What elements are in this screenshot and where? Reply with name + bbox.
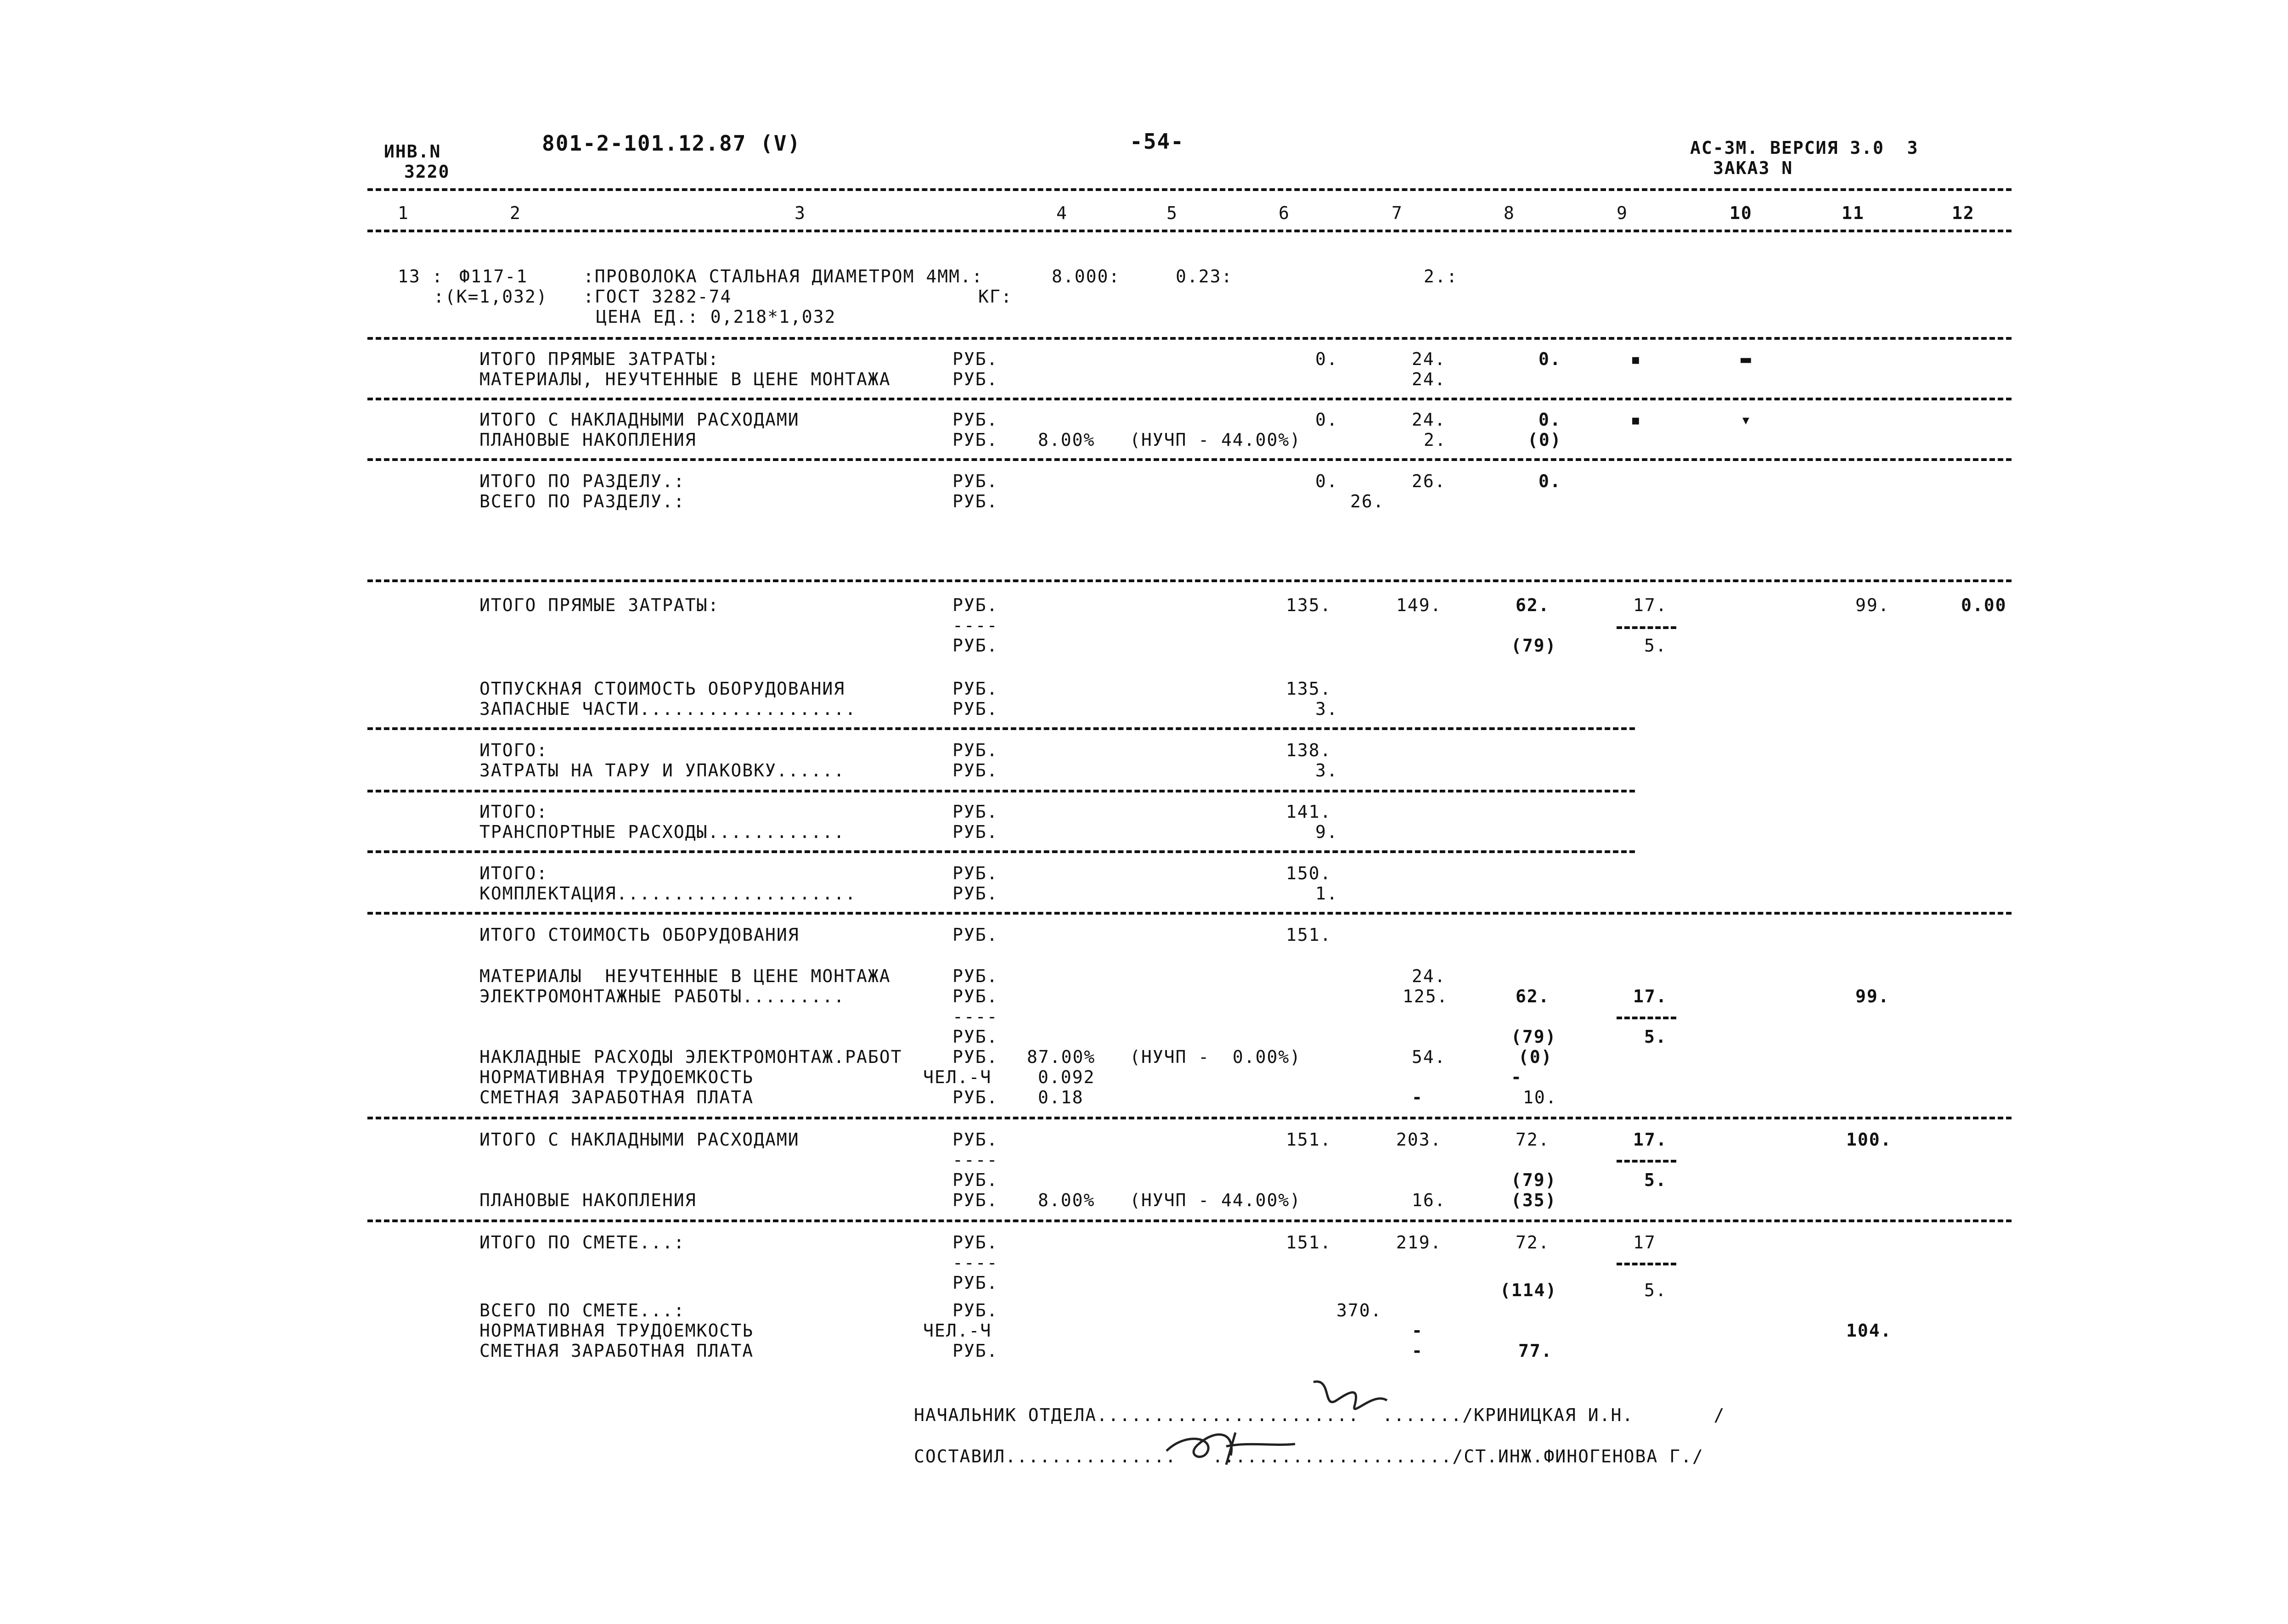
wage2-label: СМЕТНАЯ ЗАРАБОТНАЯ ПЛАТА xyxy=(479,1341,754,1361)
labor-label: НОРМАТИВНАЯ ТРУДОЕМКОСТЬ xyxy=(479,1067,754,1087)
dash-mark: - xyxy=(1511,1067,1522,1087)
release-label: ОТПУСКНАЯ СТОИМОСТЬ ОБОРУДОВАНИЯ xyxy=(479,679,845,699)
planned2-unit: РУБ. xyxy=(952,1190,998,1210)
rule-2 xyxy=(367,398,2012,400)
planned-c8: (0) xyxy=(1527,430,1562,450)
electro-overhead-unit: РУБ. xyxy=(952,1047,998,1067)
estimate-c6: 151. xyxy=(1286,1232,1332,1253)
overhead2-c11: 100. xyxy=(1846,1129,1892,1150)
estimate-c9b: 5. xyxy=(1644,1280,1667,1300)
head-of-dept-name: ......./КРИНИЦКАЯ И.Н. / xyxy=(1382,1405,1725,1425)
materials2-unit: РУБ. xyxy=(952,966,998,986)
section-total-c6: 0. xyxy=(1315,471,1338,491)
item-coefficient: :(К=1,032) xyxy=(434,287,548,307)
equip-total-label: ИТОГО СТОИМОСТЬ ОБОРУДОВАНИЯ xyxy=(479,925,800,945)
col-4: 4 xyxy=(1056,203,1068,223)
spares-c6: 3. xyxy=(1315,699,1338,719)
estimate-subrule xyxy=(1617,1263,1676,1265)
planned2-pct: 8.00% xyxy=(1038,1190,1095,1210)
complect-c6: 1. xyxy=(1315,883,1338,904)
overhead2-c8: 72. xyxy=(1516,1129,1550,1150)
labor-value: 0.092 xyxy=(1038,1067,1095,1087)
dash-mark: - xyxy=(1412,1341,1423,1361)
rule-4 xyxy=(367,579,2012,582)
item-name: :ПРОВОЛОКА СТАЛЬНАЯ ДИАМЕТРОМ 4ММ.: xyxy=(583,266,983,287)
section-total-unit: РУБ. xyxy=(952,471,998,491)
section-total-c8: 0. xyxy=(1538,471,1561,491)
col-8: 8 xyxy=(1504,203,1515,223)
item-code: Ф117-1 xyxy=(459,266,528,287)
page-number: -54- xyxy=(1130,129,1184,154)
planned-note: (НУЧП - 44.00%) xyxy=(1130,430,1302,450)
overhead-c7: 24. xyxy=(1412,410,1446,430)
planned-pct: 8.00% xyxy=(1038,430,1095,450)
direct-costs-unit: РУБ. xyxy=(952,349,998,369)
sub3-c6: 150. xyxy=(1286,863,1332,883)
overhead2-label: ИТОГО С НАКЛАДНЫМИ РАСХОДАМИ xyxy=(479,1129,800,1150)
materials2-c7: 24. xyxy=(1412,966,1446,986)
wage-unit: РУБ. xyxy=(952,1087,998,1107)
planned2-c8: (35) xyxy=(1511,1190,1557,1210)
rule-8 xyxy=(367,912,2012,915)
sub2-c6: 141. xyxy=(1286,802,1332,822)
dash-mark: ▪ xyxy=(1630,349,1642,369)
estimate-all-c6: 370. xyxy=(1336,1300,1382,1321)
item-unit-price: ЦЕНА ЕД.: 0,218*1,032 xyxy=(596,307,836,327)
col-5: 5 xyxy=(1167,203,1178,223)
planned2-label: ПЛАНОВЫЕ НАКОПЛЕНИЯ xyxy=(479,1190,697,1210)
planned-c7: 2. xyxy=(1424,430,1447,450)
header-rule xyxy=(367,188,2012,191)
direct2-c6: 135. xyxy=(1286,595,1332,615)
electro-overhead-pct: 87.00% xyxy=(1027,1047,1096,1067)
rule-9 xyxy=(367,1117,2012,1119)
electro-c9: 17. xyxy=(1633,986,1668,1006)
direct2-c9: 17. xyxy=(1633,595,1668,615)
overhead2-c9b: 5. xyxy=(1644,1170,1667,1190)
dash-mark: ▬ xyxy=(1741,349,1752,369)
pack-label: ЗАТРАТЫ НА ТАРУ И УПАКОВКУ...... xyxy=(479,760,845,781)
author-name: ...................../СТ.ИНЖ.ФИНОГЕНОВА Г./ xyxy=(1212,1446,1704,1467)
dash-mark: ▾ xyxy=(1741,410,1752,430)
electro-c8b: (79) xyxy=(1511,1027,1557,1047)
rule-5 xyxy=(367,727,1635,730)
wage-value: 0.18 xyxy=(1038,1087,1084,1107)
electro-c7: 125. xyxy=(1403,986,1448,1006)
wage2-c8: 77. xyxy=(1518,1341,1553,1361)
electro-subrule xyxy=(1617,1017,1676,1019)
electro-overhead-c8: (0) xyxy=(1518,1047,1553,1067)
planned-unit: РУБ. xyxy=(952,430,998,450)
sub3-label: ИТОГО: xyxy=(479,863,548,883)
rule-3 xyxy=(367,458,2012,461)
direct2-unit: РУБ. xyxy=(952,595,998,615)
labor2-label: НОРМАТИВНАЯ ТРУДОЕМКОСТЬ xyxy=(479,1321,754,1341)
direct2-c8b: (79) xyxy=(1511,635,1557,656)
sub3-unit: РУБ. xyxy=(952,863,998,883)
estimate-unit: РУБ. xyxy=(952,1232,998,1253)
dash-mark: - xyxy=(1412,1321,1423,1341)
order-label: ЗАКАЗ N xyxy=(1713,158,1793,178)
section-all-unit: РУБ. xyxy=(952,491,998,511)
direct-costs-c8: 0. xyxy=(1538,349,1561,369)
col-12: 12 xyxy=(1952,203,1975,223)
planned2-c7: 16. xyxy=(1412,1190,1446,1210)
sub1-label: ИТОГО: xyxy=(479,740,548,760)
head-signature xyxy=(1304,1373,1396,1428)
dash-mark: ▪ xyxy=(1630,410,1642,430)
overhead2-c9: 17. xyxy=(1633,1129,1668,1150)
overhead2-c8b: (79) xyxy=(1511,1170,1557,1190)
labor-unit: ЧЕЛ.-Ч xyxy=(923,1067,992,1087)
direct2-c12: 0.00 xyxy=(1961,595,2007,615)
labor2-c11: 104. xyxy=(1846,1321,1892,1341)
item-standard: :ГОСТ 3282-74 xyxy=(583,287,732,307)
sub2-label: ИТОГО: xyxy=(479,802,548,822)
overhead2-unit-b: РУБ. xyxy=(952,1170,998,1190)
item-quantity: 8.000: xyxy=(1052,266,1121,287)
item-col7: 2.: xyxy=(1424,266,1458,287)
electro-c11: 99. xyxy=(1855,986,1890,1006)
spares-label: ЗАПАСНЫЕ ЧАСТИ................... xyxy=(479,699,857,719)
direct2-c7: 149. xyxy=(1396,595,1442,615)
estimate-label: ИТОГО ПО СМЕТЕ...: xyxy=(479,1232,685,1253)
author-label: СОСТАВИЛ............... xyxy=(914,1446,1177,1467)
col-3: 3 xyxy=(795,203,806,223)
rule-1 xyxy=(367,337,2012,340)
col-6: 6 xyxy=(1279,203,1290,223)
direct-costs-label: ИТОГО ПРЯМЫЕ ЗАТРАТЫ: xyxy=(479,349,720,369)
materials2-label: МАТЕРИАЛЫ НЕУЧТЕННЫЕ В ЦЕНЕ МОНТАЖА xyxy=(479,966,891,986)
direct2-c11: 99. xyxy=(1855,595,1890,615)
electro-unit: РУБ. xyxy=(952,986,998,1006)
materials-unit: РУБ. xyxy=(952,369,998,389)
planned2-note: (НУЧП - 44.00%) xyxy=(1130,1190,1302,1210)
direct2-c8: 62. xyxy=(1516,595,1550,615)
transport-unit: РУБ. xyxy=(952,822,998,842)
item-number: 13 : xyxy=(398,266,444,287)
overhead2-divider: ---- xyxy=(952,1150,998,1170)
wage-c8: 10. xyxy=(1523,1087,1557,1107)
direct-costs-c6: 0. xyxy=(1315,349,1338,369)
wage-label: СМЕТНАЯ ЗАРАБОТНАЯ ПЛАТА xyxy=(479,1087,754,1107)
direct2-c9b: 5. xyxy=(1644,635,1667,656)
direct2-divider: ---- xyxy=(952,615,998,635)
direct2-subrule xyxy=(1617,626,1676,629)
materials-c7: 24. xyxy=(1412,369,1446,389)
direct-costs-c7: 24. xyxy=(1412,349,1446,369)
col-2: 2 xyxy=(510,203,521,223)
section-all-c6: 26. xyxy=(1350,491,1385,511)
estimate-c8: 72. xyxy=(1516,1232,1550,1253)
electro-overhead-note: (НУЧП - 0.00%) xyxy=(1130,1047,1302,1067)
overhead2-subrule xyxy=(1617,1160,1676,1163)
dash-mark: - xyxy=(1412,1087,1423,1107)
estimate-all-label: ВСЕГО ПО СМЕТЕ...: xyxy=(479,1300,685,1321)
estimate-c7: 219. xyxy=(1396,1232,1442,1253)
overhead2-unit: РУБ. xyxy=(952,1129,998,1150)
overhead2-c7: 203. xyxy=(1396,1129,1442,1150)
electro-unit-b: РУБ. xyxy=(952,1027,998,1047)
col-7: 7 xyxy=(1392,203,1403,223)
system-version: АС-ЗМ. ВЕРСИЯ 3.0 3 xyxy=(1690,138,1919,158)
sub1-c6: 138. xyxy=(1286,740,1332,760)
rule-10 xyxy=(367,1219,2012,1222)
complect-unit: РУБ. xyxy=(952,883,998,904)
rule-7 xyxy=(367,850,1635,853)
materials-label: МАТЕРИАЛЫ, НЕУЧТЕННЫЕ В ЦЕНЕ МОНТАЖА xyxy=(479,369,891,389)
overhead-c8: 0. xyxy=(1538,410,1561,430)
release-c6: 135. xyxy=(1286,679,1332,699)
author-signature xyxy=(1157,1419,1304,1469)
column-rule xyxy=(367,230,2012,232)
overhead-c6: 0. xyxy=(1315,410,1338,430)
inv-label: ИНВ.N xyxy=(384,141,441,162)
item-price: 0.23: xyxy=(1176,266,1233,287)
electro-c8: 62. xyxy=(1516,986,1550,1006)
overhead2-c6: 151. xyxy=(1286,1129,1332,1150)
wage2-unit: РУБ. xyxy=(952,1341,998,1361)
rule-6 xyxy=(367,790,1635,792)
inv-number: 3220 xyxy=(404,162,450,182)
release-unit: РУБ. xyxy=(952,679,998,699)
electro-label: ЭЛЕКТРОМОНТАЖНЫЕ РАБОТЫ......... xyxy=(479,986,845,1006)
estimate-unit-b: РУБ. xyxy=(952,1273,998,1293)
sub2-unit: РУБ. xyxy=(952,802,998,822)
labor2-unit: ЧЕЛ.-Ч xyxy=(923,1321,992,1341)
equip-total-c6: 151. xyxy=(1286,925,1332,945)
section-total-c7: 26. xyxy=(1412,471,1446,491)
section-total-label: ИТОГО ПО РАЗДЕЛУ.: xyxy=(479,471,685,491)
section-all-label: ВСЕГО ПО РАЗДЕЛУ.: xyxy=(479,491,685,511)
electro-c9b: 5. xyxy=(1644,1027,1667,1047)
col-11: 11 xyxy=(1842,203,1865,223)
complect-label: КОМПЛЕКТАЦИЯ..................... xyxy=(479,883,857,904)
estimate-c8b: (114) xyxy=(1500,1280,1557,1300)
electro-overhead-label: НАКЛАДНЫЕ РАСХОДЫ ЭЛЕКТРОМОНТАЖ.РАБОТ xyxy=(479,1047,902,1067)
transport-c6: 9. xyxy=(1315,822,1338,842)
transport-label: ТРАНСПОРТНЫЕ РАСХОДЫ............ xyxy=(479,822,845,842)
direct2-unit-b: РУБ. xyxy=(952,635,998,656)
estimate-c9: 17 xyxy=(1633,1232,1656,1253)
sub1-unit: РУБ. xyxy=(952,740,998,760)
electro-divider: ---- xyxy=(952,1006,998,1027)
overhead-unit: РУБ. xyxy=(952,410,998,430)
pack-unit: РУБ. xyxy=(952,760,998,781)
estimate-divider: ---- xyxy=(952,1253,998,1273)
planned-label: ПЛАНОВЫЕ НАКОПЛЕНИЯ xyxy=(479,430,697,450)
doc-code: 801-2-101.12.87 (V) xyxy=(542,131,801,156)
col-1: 1 xyxy=(398,203,409,223)
direct2-label: ИТОГО ПРЯМЫЕ ЗАТРАТЫ: xyxy=(479,595,720,615)
item-unit: КГ: xyxy=(978,287,1013,307)
col-10: 10 xyxy=(1730,203,1753,223)
col-9: 9 xyxy=(1617,203,1628,223)
spares-unit: РУБ. xyxy=(952,699,998,719)
overhead-label: ИТОГО С НАКЛАДНЫМИ РАСХОДАМИ xyxy=(479,410,800,430)
head-of-dept-label: НАЧАЛЬНИК ОТДЕЛА....................... xyxy=(914,1405,1360,1425)
electro-overhead-c7: 54. xyxy=(1412,1047,1446,1067)
equip-total-unit: РУБ. xyxy=(952,925,998,945)
pack-c6: 3. xyxy=(1315,760,1338,781)
estimate-all-unit: РУБ. xyxy=(952,1300,998,1321)
